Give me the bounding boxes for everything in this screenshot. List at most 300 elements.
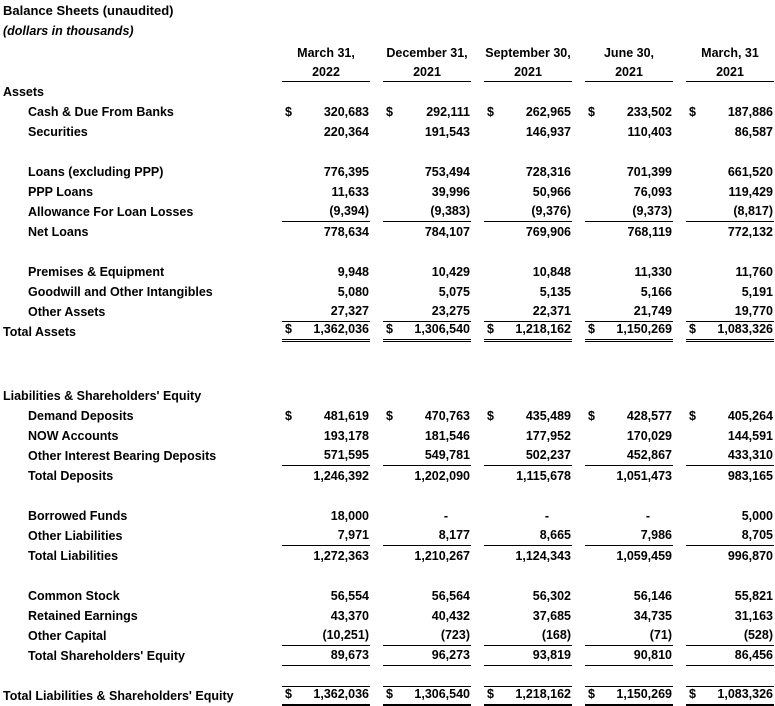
cell-value bbox=[383, 526, 471, 546]
cell-value bbox=[686, 162, 774, 182]
column-header-year: 2021 bbox=[484, 65, 572, 82]
amount: (168) bbox=[541, 628, 571, 642]
cell-value bbox=[282, 606, 370, 626]
cell-value bbox=[282, 282, 370, 302]
line-item-row bbox=[3, 182, 774, 202]
cell-value bbox=[484, 686, 572, 706]
amount: 996,870 bbox=[727, 549, 773, 563]
column-header-date: June 30, bbox=[603, 46, 655, 60]
row-label: Total Shareholders' Equity bbox=[28, 649, 185, 663]
line-item-row bbox=[3, 406, 774, 426]
cell-value bbox=[686, 406, 774, 426]
amount: 571,595 bbox=[323, 448, 369, 462]
line-item-row bbox=[3, 202, 774, 222]
amount: 146,937 bbox=[525, 125, 571, 139]
amount: 96,273 bbox=[431, 648, 470, 662]
dollar-sign: $ bbox=[588, 105, 595, 119]
cell-value bbox=[282, 262, 370, 282]
amount: 5,135 bbox=[539, 285, 571, 299]
cell-value bbox=[585, 182, 673, 202]
cell-value bbox=[282, 446, 370, 466]
cell-value bbox=[686, 646, 774, 666]
dollar-sign: $ bbox=[487, 322, 494, 336]
cell-value bbox=[686, 546, 774, 566]
column-header-year: 2021 bbox=[585, 65, 673, 82]
cell-value bbox=[585, 202, 673, 222]
cell-value bbox=[383, 406, 471, 426]
cell-value bbox=[282, 162, 370, 182]
cell-value bbox=[686, 182, 774, 202]
row-spacer bbox=[3, 566, 774, 586]
cell-value bbox=[282, 202, 370, 222]
amount: 428,577 bbox=[626, 409, 672, 423]
row-label: Demand Deposits bbox=[28, 409, 134, 423]
amount: 19,770 bbox=[734, 304, 773, 318]
cell-value bbox=[282, 626, 370, 646]
column-header-year: 2021 bbox=[383, 65, 471, 82]
amount: 1,083,326 bbox=[717, 687, 773, 701]
amount: 18,000 bbox=[330, 509, 369, 523]
dollar-sign: $ bbox=[689, 322, 696, 336]
cell-value bbox=[585, 302, 673, 322]
amount: 1,150,269 bbox=[616, 687, 672, 701]
subtotal-row bbox=[3, 646, 774, 666]
cell-value bbox=[383, 506, 471, 526]
cell-value bbox=[686, 282, 774, 302]
cell-value bbox=[282, 322, 370, 342]
row-label: Retained Earnings bbox=[28, 609, 138, 623]
section-header-row bbox=[3, 386, 774, 406]
amount: 549,781 bbox=[424, 448, 470, 462]
cell-value bbox=[585, 162, 673, 182]
cell-value bbox=[282, 82, 370, 102]
line-item-row bbox=[3, 626, 774, 646]
header-date-row bbox=[3, 43, 774, 62]
dollar-sign: $ bbox=[285, 322, 292, 336]
amount: 502,237 bbox=[525, 448, 571, 462]
amount: 983,165 bbox=[727, 469, 773, 483]
cell-value bbox=[282, 386, 370, 406]
cell-value bbox=[282, 122, 370, 142]
cell-value bbox=[585, 586, 673, 606]
amount: (9,373) bbox=[632, 204, 672, 218]
amount: 31,163 bbox=[734, 609, 773, 623]
cell-value bbox=[484, 586, 572, 606]
cell-value bbox=[383, 626, 471, 646]
amount: 23,275 bbox=[431, 304, 470, 318]
cell-value bbox=[585, 102, 673, 122]
amount: 1,124,343 bbox=[515, 549, 571, 563]
line-item-row bbox=[3, 162, 774, 182]
amount: 34,735 bbox=[633, 609, 672, 623]
amount: 435,489 bbox=[525, 409, 571, 423]
amount: (9,394) bbox=[329, 204, 369, 218]
dollar-sign: $ bbox=[588, 687, 595, 701]
amount: 1,306,540 bbox=[414, 322, 470, 336]
cell-value bbox=[585, 466, 673, 486]
amount: 56,564 bbox=[431, 589, 470, 603]
amount: (8,817) bbox=[733, 204, 773, 218]
line-item-row bbox=[3, 526, 774, 546]
cell-value bbox=[484, 386, 572, 406]
nil-dash: - bbox=[544, 509, 549, 523]
cell-value bbox=[282, 406, 370, 426]
cell-value bbox=[383, 122, 471, 142]
total-row bbox=[3, 686, 774, 706]
row-label: Allowance For Loan Losses bbox=[28, 205, 194, 219]
cell-value bbox=[585, 446, 673, 466]
cell-value bbox=[585, 686, 673, 706]
row-spacer bbox=[3, 486, 774, 506]
cell-value bbox=[686, 586, 774, 606]
amount: 405,264 bbox=[727, 409, 773, 423]
cell-value bbox=[585, 646, 673, 666]
amount: 1,272,363 bbox=[313, 549, 369, 563]
amount: 43,370 bbox=[330, 609, 369, 623]
amount: 1,059,459 bbox=[616, 549, 672, 563]
line-item-row bbox=[3, 586, 774, 606]
amount: 784,107 bbox=[424, 225, 470, 239]
cell-value bbox=[686, 82, 774, 102]
row-label: Cash & Due From Banks bbox=[28, 105, 174, 119]
amount: 8,705 bbox=[741, 528, 773, 542]
amount: 5,000 bbox=[741, 509, 773, 523]
amount: 772,132 bbox=[727, 225, 773, 239]
table-body bbox=[3, 82, 774, 706]
cell-value bbox=[686, 222, 774, 242]
cell-value bbox=[585, 546, 673, 566]
amount: 1,218,162 bbox=[515, 687, 571, 701]
amount: (10,251) bbox=[322, 628, 369, 642]
cell-value bbox=[383, 426, 471, 446]
dollar-sign: $ bbox=[588, 409, 595, 423]
dollar-sign: $ bbox=[487, 105, 494, 119]
total-row bbox=[3, 322, 774, 342]
line-item-row bbox=[3, 122, 774, 142]
row-label: Total Liabilities & Shareholders' Equity bbox=[3, 689, 234, 703]
row-label: Premises & Equipment bbox=[28, 265, 165, 279]
line-item-row bbox=[3, 302, 774, 322]
cell-value bbox=[686, 606, 774, 626]
amount: 769,906 bbox=[525, 225, 571, 239]
cell-value bbox=[585, 222, 673, 242]
amount: 50,966 bbox=[532, 185, 571, 199]
cell-value bbox=[282, 506, 370, 526]
amount: 1,051,473 bbox=[616, 469, 672, 483]
amount: 86,456 bbox=[734, 648, 773, 662]
line-item-row bbox=[3, 282, 774, 302]
amount: 56,146 bbox=[633, 589, 672, 603]
amount: 119,429 bbox=[728, 185, 773, 199]
amount: 1,083,326 bbox=[717, 322, 773, 336]
cell-value bbox=[686, 122, 774, 142]
amount: 1,150,269 bbox=[616, 322, 672, 336]
amount: 1,306,540 bbox=[414, 687, 470, 701]
row-label: Other Capital bbox=[28, 629, 107, 643]
dollar-sign: $ bbox=[386, 687, 393, 701]
cell-value bbox=[484, 626, 572, 646]
cell-value bbox=[686, 466, 774, 486]
cell-value bbox=[585, 526, 673, 546]
row-label: Common Stock bbox=[28, 589, 120, 603]
amount: 8,665 bbox=[539, 528, 571, 542]
cell-value bbox=[484, 262, 572, 282]
cell-value bbox=[484, 466, 572, 486]
cell-value bbox=[383, 322, 471, 342]
dollar-sign: $ bbox=[487, 409, 494, 423]
row-label: Other Interest Bearing Deposits bbox=[28, 449, 217, 463]
column-header-date: March, 31 bbox=[701, 46, 759, 60]
cell-value bbox=[282, 426, 370, 446]
dollar-sign: $ bbox=[386, 409, 393, 423]
cell-value bbox=[383, 102, 471, 122]
cell-value bbox=[585, 626, 673, 646]
amount: 144,591 bbox=[727, 429, 773, 443]
column-header-date: December 31, bbox=[386, 46, 468, 60]
amount: 661,520 bbox=[727, 165, 773, 179]
subtotal-row bbox=[3, 546, 774, 566]
amount: 292,111 bbox=[426, 105, 470, 119]
cell-value bbox=[686, 626, 774, 646]
amount: 9,948 bbox=[337, 265, 369, 279]
cell-value bbox=[484, 302, 572, 322]
cell-value bbox=[282, 686, 370, 706]
amount: 5,075 bbox=[438, 285, 470, 299]
amount: 22,371 bbox=[532, 304, 571, 318]
cell-value bbox=[484, 222, 572, 242]
cell-value bbox=[383, 282, 471, 302]
amount: 481,619 bbox=[323, 409, 369, 423]
page-subtitle: (dollars in thousands) bbox=[3, 24, 134, 38]
amount: 452,867 bbox=[626, 448, 672, 462]
cell-value bbox=[383, 546, 471, 566]
amount: 1,246,392 bbox=[313, 469, 369, 483]
amount: 191,543 bbox=[424, 125, 470, 139]
cell-value bbox=[686, 446, 774, 466]
amount: 93,819 bbox=[532, 648, 571, 662]
amount: 776,395 bbox=[323, 165, 369, 179]
cell-value bbox=[484, 646, 572, 666]
cell-value bbox=[686, 322, 774, 342]
amount: 55,821 bbox=[734, 589, 773, 603]
amount: 11,760 bbox=[735, 265, 773, 279]
column-header-year: 2021 bbox=[686, 65, 774, 82]
cell-value bbox=[686, 526, 774, 546]
amount: 11,633 bbox=[331, 185, 369, 199]
cell-value bbox=[383, 466, 471, 486]
cell-value bbox=[686, 506, 774, 526]
cell-value bbox=[383, 686, 471, 706]
amount: 5,166 bbox=[640, 285, 672, 299]
amount: 1,218,162 bbox=[515, 322, 571, 336]
column-header-date: September 30, bbox=[485, 46, 571, 60]
amount: 1,115,678 bbox=[516, 469, 571, 483]
cell-value bbox=[282, 546, 370, 566]
header-label-spacer bbox=[3, 80, 269, 82]
cell-value bbox=[383, 606, 471, 626]
cell-value bbox=[484, 446, 572, 466]
line-item-row bbox=[3, 102, 774, 122]
cell-value bbox=[383, 222, 471, 242]
cell-value bbox=[383, 162, 471, 182]
dollar-sign: $ bbox=[285, 687, 292, 701]
cell-value bbox=[686, 386, 774, 406]
amount: (528) bbox=[743, 628, 773, 642]
column-header-date: March 31, bbox=[297, 46, 355, 60]
amount: 170,029 bbox=[626, 429, 672, 443]
amount: 320,683 bbox=[323, 105, 369, 119]
dollar-sign: $ bbox=[285, 409, 292, 423]
cell-value bbox=[282, 302, 370, 322]
row-spacer bbox=[3, 342, 774, 386]
amount: 470,763 bbox=[424, 409, 470, 423]
cell-value bbox=[282, 102, 370, 122]
line-item-row bbox=[3, 606, 774, 626]
cell-value bbox=[484, 202, 572, 222]
amount: 1,210,267 bbox=[414, 549, 470, 563]
amount: 7,986 bbox=[640, 528, 672, 542]
amount: 86,587 bbox=[734, 125, 773, 139]
row-label: Borrowed Funds bbox=[28, 509, 128, 523]
cell-value bbox=[585, 122, 673, 142]
amount: 5,191 bbox=[741, 285, 773, 299]
dollar-sign: $ bbox=[689, 687, 696, 701]
cell-value bbox=[383, 646, 471, 666]
dollar-sign: $ bbox=[487, 687, 494, 701]
row-label: Securities bbox=[28, 125, 88, 139]
amount: 10,848 bbox=[532, 265, 571, 279]
cell-value bbox=[383, 586, 471, 606]
cell-value bbox=[484, 322, 572, 342]
cell-value bbox=[383, 302, 471, 322]
amount: 27,327 bbox=[330, 304, 369, 318]
amount: 701,399 bbox=[626, 165, 672, 179]
cell-value bbox=[484, 102, 572, 122]
amount: 220,364 bbox=[323, 125, 369, 139]
cell-value bbox=[585, 406, 673, 426]
cell-value bbox=[585, 506, 673, 526]
cell-value bbox=[383, 202, 471, 222]
cell-value bbox=[282, 646, 370, 666]
amount: (9,376) bbox=[531, 204, 571, 218]
amount: 76,093 bbox=[633, 185, 672, 199]
cell-value bbox=[383, 386, 471, 406]
cell-value bbox=[585, 82, 673, 102]
cell-value bbox=[686, 102, 774, 122]
amount: 193,178 bbox=[323, 429, 369, 443]
amount: 90,810 bbox=[633, 648, 672, 662]
cell-value bbox=[383, 446, 471, 466]
column-header-year: 2022 bbox=[282, 65, 370, 82]
amount: 1,362,036 bbox=[313, 322, 369, 336]
cell-value bbox=[383, 262, 471, 282]
cell-value bbox=[383, 82, 471, 102]
row-label: Assets bbox=[3, 85, 44, 99]
amount: 753,494 bbox=[424, 165, 470, 179]
dollar-sign: $ bbox=[386, 105, 393, 119]
amount: (723) bbox=[440, 628, 470, 642]
amount: 728,316 bbox=[525, 165, 571, 179]
nil-dash: - bbox=[443, 509, 448, 523]
row-label: Loans (excluding PPP) bbox=[28, 165, 164, 179]
amount: (71) bbox=[649, 628, 672, 642]
cell-value bbox=[484, 122, 572, 142]
dollar-sign: $ bbox=[689, 409, 696, 423]
amount: 1,202,090 bbox=[414, 469, 470, 483]
amount: 10,429 bbox=[431, 265, 470, 279]
row-label: PPP Loans bbox=[28, 185, 94, 199]
cell-value bbox=[484, 426, 572, 446]
row-label: Other Assets bbox=[28, 305, 106, 319]
amount: 110,403 bbox=[627, 125, 672, 139]
amount: 37,685 bbox=[532, 609, 571, 623]
table-header bbox=[3, 43, 774, 82]
row-label: Liabilities & Shareholders' Equity bbox=[3, 389, 202, 403]
cell-value bbox=[686, 686, 774, 706]
amount: 778,634 bbox=[323, 225, 369, 239]
cell-value bbox=[484, 526, 572, 546]
row-label: NOW Accounts bbox=[28, 429, 119, 443]
amount: 56,554 bbox=[330, 589, 369, 603]
cell-value bbox=[484, 506, 572, 526]
cell-value bbox=[282, 586, 370, 606]
amount: 8,177 bbox=[438, 528, 470, 542]
row-label: Total Deposits bbox=[28, 469, 114, 483]
amount: 40,432 bbox=[431, 609, 470, 623]
subtotal-row bbox=[3, 466, 774, 486]
cell-value bbox=[484, 606, 572, 626]
line-item-row bbox=[3, 506, 774, 526]
nil-dash: - bbox=[645, 509, 650, 523]
cell-value bbox=[585, 426, 673, 446]
amount: 89,673 bbox=[330, 648, 369, 662]
cell-value bbox=[686, 302, 774, 322]
cell-value bbox=[484, 82, 572, 102]
cell-value bbox=[383, 182, 471, 202]
amount: (9,383) bbox=[430, 204, 470, 218]
row-label: Net Loans bbox=[28, 225, 89, 239]
cell-value bbox=[282, 222, 370, 242]
amount: 21,749 bbox=[633, 304, 672, 318]
line-item-row bbox=[3, 446, 774, 466]
header-year-row bbox=[3, 62, 774, 82]
row-spacer bbox=[3, 242, 774, 262]
cell-value bbox=[686, 426, 774, 446]
amount: 56,302 bbox=[532, 589, 571, 603]
cell-value bbox=[484, 282, 572, 302]
amount: 433,310 bbox=[727, 448, 773, 462]
cell-value bbox=[484, 546, 572, 566]
cell-value bbox=[282, 182, 370, 202]
dollar-sign: $ bbox=[386, 322, 393, 336]
cell-value bbox=[585, 262, 673, 282]
header-label-spacer bbox=[3, 60, 269, 62]
row-label: Goodwill and Other Intangibles bbox=[28, 285, 213, 299]
amount: 768,119 bbox=[627, 225, 672, 239]
cell-value bbox=[585, 282, 673, 302]
cell-value bbox=[484, 182, 572, 202]
row-spacer bbox=[3, 142, 774, 162]
dollar-sign: $ bbox=[588, 322, 595, 336]
cell-value bbox=[484, 406, 572, 426]
subtotal-row bbox=[3, 222, 774, 242]
cell-value bbox=[585, 322, 673, 342]
cell-value bbox=[686, 202, 774, 222]
amount: 187,886 bbox=[727, 105, 773, 119]
page-title: Balance Sheets (unaudited) bbox=[3, 3, 174, 18]
cell-value bbox=[585, 386, 673, 406]
row-label: Total Assets bbox=[3, 325, 76, 339]
